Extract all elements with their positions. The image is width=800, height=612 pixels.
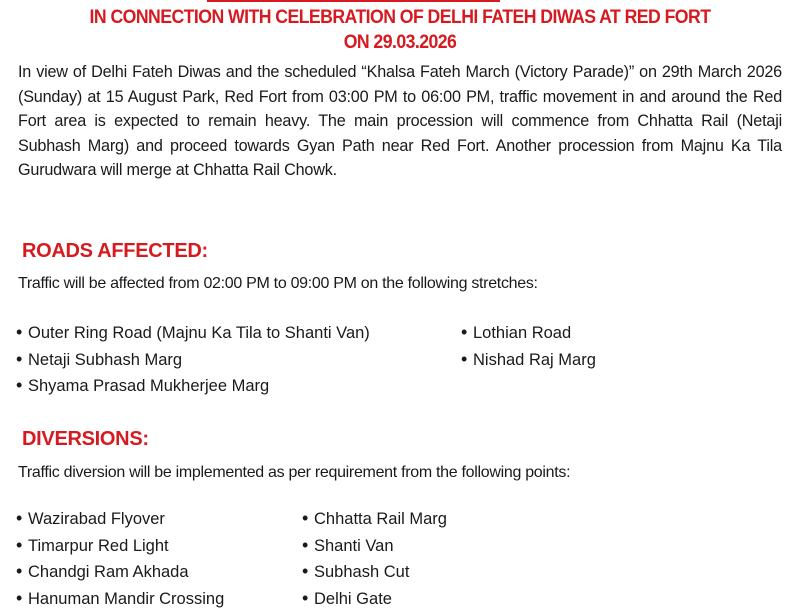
list-item: • Netaji Subhash Marg — [16, 346, 370, 373]
list-item: • Chandgi Ram Akhada — [16, 558, 224, 585]
list-item: • Timarpur Red Light — [16, 532, 224, 559]
roads-affected-list-col1 — [16, 319, 370, 399]
intro-paragraph: In view of Delhi Fateh Diwas and the scheduled “Khalsa Fateh March (Victory Parade)” on 29th March 2026 (Sunday) at 15 August Park, Red Fort from 03:00 PM to 06:00 PM, traffic movement in and around the Red Fort area is expected to remain heavy. The main procession will commence from Chhatta Rail (Netaji Subhash Marg) and proceed towards Gyan Path near Red Fort. Another procession from Majnu Ka Tila Gurudwara will merge at Chhatta Rail Chowk. — [18, 63, 782, 179]
list-item: • Shyama Prasad Mukherjee Marg — [16, 372, 370, 399]
list-item: • Nishad Raj Marg — [461, 346, 596, 373]
list-item: • Outer Ring Road (Majnu Ka Tila to Shanti Van) — [16, 319, 370, 346]
title-line-2: ON 29.03.2026 — [343, 32, 457, 53]
title-underline — [207, 0, 500, 2]
diversions-list-col2 — [302, 505, 447, 611]
list-item: • Shanti Van — [302, 532, 447, 559]
roads-affected-lead: Traffic will be affected from 02:00 PM to 09:00 PM on the following stretches: — [18, 275, 538, 292]
title-line-1: IN CONNECTION WITH CELEBRATION OF DELHI FATEH DIWAS AT RED FORT — [89, 7, 711, 28]
list-item: • Lothian Road — [461, 319, 596, 346]
list-item: • Chhatta Rail Marg — [302, 505, 447, 532]
notice-title — [28, 5, 772, 55]
roads-affected-list-col2 — [461, 319, 596, 372]
list-item: • Subhash Cut — [302, 558, 447, 585]
diversions-lead: Traffic diversion will be implemented as per requirement from the following points: — [18, 464, 571, 481]
list-item: • Hanuman Mandir Crossing — [16, 585, 224, 612]
diversions-heading: DIVERSIONS: — [22, 428, 149, 450]
list-item: • Delhi Gate — [302, 585, 447, 612]
list-item: • Wazirabad Flyover — [16, 505, 224, 532]
diversions-list-col1 — [16, 505, 224, 611]
roads-affected-heading: ROADS AFFECTED: — [22, 240, 208, 262]
